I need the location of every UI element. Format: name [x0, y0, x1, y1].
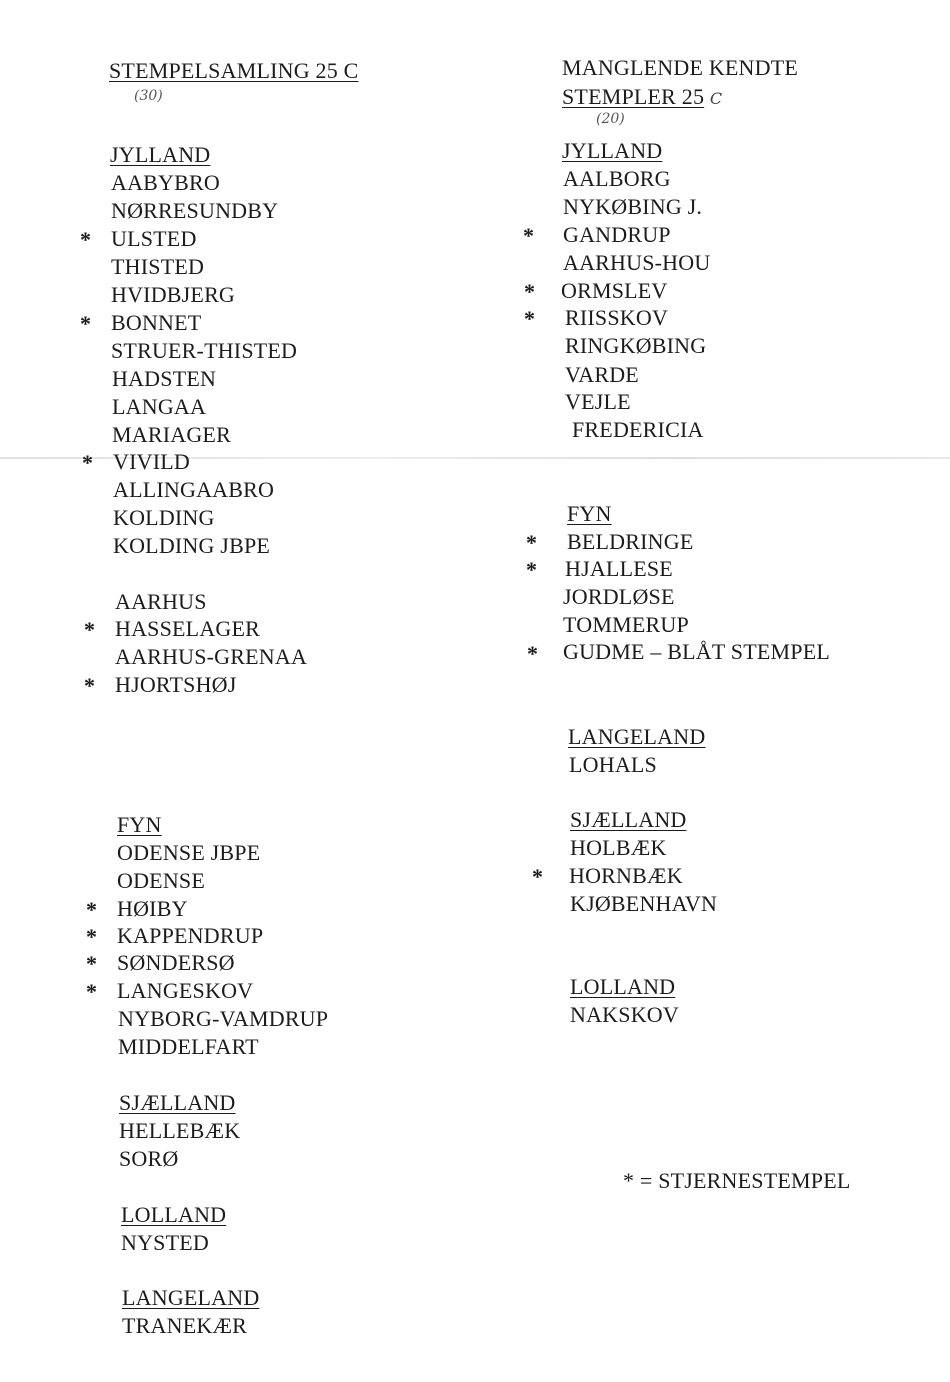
right-fyn-header: FYN — [567, 501, 612, 526]
list-item: KOLDING — [113, 505, 215, 530]
right-sjaelland-header: SJÆLLAND — [570, 807, 687, 832]
list-item: SØNDERSØ — [117, 950, 235, 975]
list-item: HØIBY — [117, 896, 188, 921]
list-item: TRANEKÆR — [122, 1313, 248, 1338]
list-item: MIDDELFART — [118, 1034, 259, 1059]
star-marker: * — [523, 223, 534, 248]
right-langeland-header: LANGELAND — [568, 724, 706, 749]
list-item: GANDRUP — [563, 222, 671, 247]
list-item: HELLEBÆK — [119, 1118, 241, 1143]
star-marker: * — [532, 864, 543, 889]
left-fyn-header: FYN — [117, 812, 162, 837]
list-item: NAKSKOV — [570, 1002, 679, 1027]
list-item: BELDRINGE — [567, 529, 694, 554]
list-item: FREDERICIA — [572, 417, 704, 442]
star-marker: * — [524, 306, 535, 331]
star-marker: * — [527, 641, 538, 666]
star-legend: * = STJERNESTEMPEL — [623, 1168, 851, 1193]
list-item: STRUER-THISTED — [111, 338, 298, 363]
left-lolland-header: LOLLAND — [121, 1202, 227, 1227]
list-item: AALBORG — [563, 166, 671, 191]
list-item: LOHALS — [569, 752, 657, 777]
list-item: ORMSLEV — [561, 278, 668, 303]
list-item: HADSTEN — [112, 366, 217, 391]
list-item: NØRRESUNDBY — [111, 198, 279, 223]
list-item: KAPPENDRUP — [117, 923, 264, 948]
right-title-text: STEMPLER 25 — [562, 84, 705, 109]
list-item: VEJLE — [565, 389, 631, 414]
right-lolland-header: LOLLAND — [570, 974, 676, 999]
star-marker: * — [86, 897, 97, 922]
list-item: TOMMERUP — [563, 612, 689, 637]
list-item: RINGKØBING — [565, 333, 707, 358]
star-marker: * — [80, 227, 91, 252]
list-item: HJALLESE — [565, 556, 673, 581]
right-title-suffix: C — [709, 89, 723, 108]
right-jylland-header: JYLLAND — [562, 138, 663, 163]
list-item: AABYBRO — [111, 170, 220, 195]
list-item: BONNET — [111, 310, 202, 335]
left-sjaelland-header: SJÆLLAND — [119, 1090, 236, 1115]
list-item: HOLBÆK — [570, 835, 667, 860]
list-item: HJORTSHØJ — [115, 672, 237, 697]
list-item: AARHUS-GRENAA — [115, 644, 308, 669]
right-handwritten-count: (20) — [596, 111, 625, 127]
list-item: HORNBÆK — [569, 863, 683, 888]
list-item: LANGAA — [112, 394, 207, 419]
star-marker: * — [86, 924, 97, 949]
list-item: ODENSE — [117, 868, 205, 893]
left-langeland-header: LANGELAND — [122, 1285, 260, 1310]
left-handwritten-count: (30) — [134, 88, 163, 104]
list-item: KOLDING JBPE — [113, 533, 271, 558]
list-item: ULSTED — [111, 226, 197, 251]
list-item: HASSELAGER — [115, 616, 261, 641]
list-item: NYKØBING J. — [563, 194, 703, 219]
list-item: AARHUS-HOU — [563, 250, 711, 275]
star-marker: * — [82, 450, 93, 475]
list-item: KJØBENHAVN — [570, 891, 718, 916]
right-title-line1: MANGLENDE KENDTE — [562, 55, 798, 80]
list-item: VARDE — [565, 362, 639, 387]
list-item: NYBORG-VAMDRUP — [118, 1006, 329, 1031]
right-title-line2 — [562, 84, 722, 112]
star-marker: * — [86, 951, 97, 976]
list-item: AARHUS — [115, 589, 207, 614]
list-item: MARIAGER — [112, 422, 231, 447]
list-item: ODENSE JBPE — [117, 840, 261, 865]
left-jylland-header: JYLLAND — [110, 142, 211, 167]
list-item: ALLINGAABRO — [113, 477, 275, 502]
list-item: NYSTED — [121, 1230, 209, 1255]
list-item: HVIDBJERG — [111, 282, 236, 307]
list-item: JORDLØSE — [563, 584, 675, 609]
list-item: RIISSKOV — [565, 305, 669, 330]
star-marker: * — [80, 311, 91, 336]
star-marker: * — [524, 279, 535, 304]
star-marker: * — [84, 673, 95, 698]
star-marker: * — [526, 530, 537, 555]
list-item: VIVILD — [113, 449, 190, 474]
list-item: THISTED — [111, 254, 205, 279]
left-title: STEMPELSAMLING 25 C — [109, 58, 359, 83]
list-item: GUDME – BLÅT STEMPEL — [563, 639, 830, 664]
star-marker: * — [84, 617, 95, 642]
list-item: SORØ — [119, 1146, 179, 1171]
star-marker: * — [526, 557, 537, 582]
star-marker: * — [86, 979, 97, 1004]
list-item: LANGESKOV — [117, 978, 254, 1003]
